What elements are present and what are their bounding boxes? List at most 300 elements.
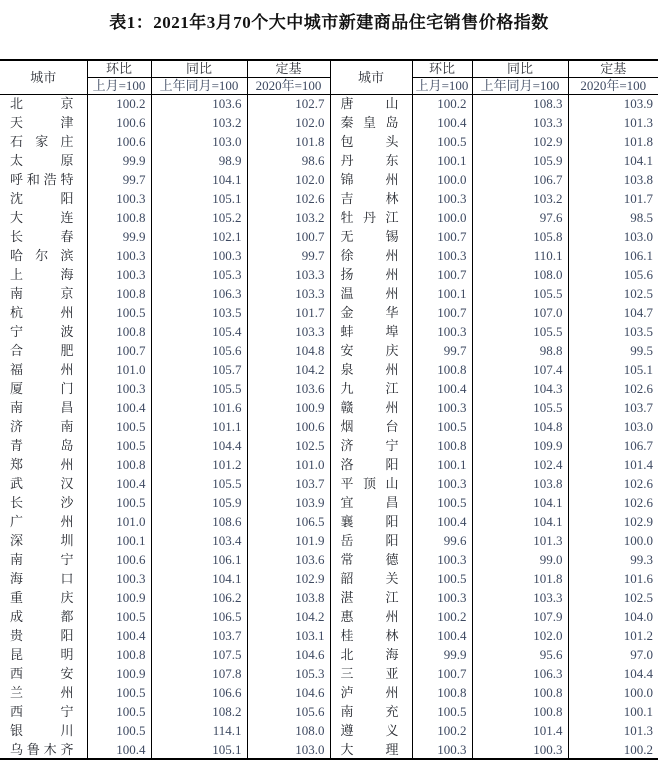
fixed-base-value: 104.4 (568, 664, 658, 683)
table-row (0, 550, 658, 569)
fixed-base-value: 102.5 (568, 284, 658, 303)
yoy-value: 108.3 (472, 94, 568, 113)
city-cell (0, 569, 87, 588)
city-name: 唐山 (340, 96, 399, 112)
city-name: 南京 (10, 286, 74, 301)
yoy-value: 101.1 (151, 417, 247, 436)
header-fixed-base-right: 2020年=100 (568, 77, 658, 94)
yoy-value: 105.2 (151, 208, 247, 227)
table-row (0, 189, 658, 208)
city-cell (330, 474, 412, 493)
yoy-value: 106.3 (151, 284, 247, 303)
mom-value: 100.4 (412, 113, 472, 132)
yoy-value: 100.3 (472, 740, 568, 759)
mom-value: 100.4 (412, 379, 472, 398)
yoy-value: 107.0 (472, 303, 568, 322)
yoy-value: 107.9 (472, 607, 568, 626)
yoy-value: 103.0 (151, 132, 247, 151)
table-row (0, 322, 658, 341)
yoy-value: 104.3 (472, 379, 568, 398)
yoy-value: 105.1 (151, 740, 247, 759)
fixed-base-value: 102.6 (568, 379, 658, 398)
city-name: 岳阳 (340, 533, 399, 548)
mom-value: 100.3 (412, 322, 472, 341)
city-name: 南充 (340, 704, 399, 719)
city-cell (0, 626, 87, 645)
mom-value: 100.3 (87, 189, 151, 208)
city-cell (330, 341, 412, 360)
yoy-value: 103.2 (472, 189, 568, 208)
fixed-base-value: 102.9 (247, 569, 330, 588)
mom-value: 100.4 (412, 626, 472, 645)
city-cell (330, 189, 412, 208)
table-row (0, 417, 658, 436)
city-name: 深圳 (10, 533, 74, 548)
yoy-value: 102.0 (472, 626, 568, 645)
yoy-value: 106.5 (151, 607, 247, 626)
fixed-base-value: 103.6 (247, 550, 330, 569)
city-cell (0, 645, 87, 664)
table-row (0, 455, 658, 474)
yoy-value: 103.7 (151, 626, 247, 645)
fixed-base-value: 104.8 (247, 341, 330, 360)
city-cell (330, 588, 412, 607)
fixed-base-value: 103.0 (568, 417, 658, 436)
city-name: 长春 (10, 229, 74, 244)
city-name: 厦门 (10, 381, 74, 396)
header-fixed-left: 定基 (247, 60, 330, 77)
city-cell (330, 607, 412, 626)
city-cell (0, 550, 87, 569)
yoy-value: 104.1 (472, 512, 568, 531)
page-title: 表1：2021年3月70个大中城市新建商品住宅销售价格指数 (109, 13, 549, 32)
table-row (0, 284, 658, 303)
table-body (0, 94, 658, 759)
yoy-value: 103.5 (151, 303, 247, 322)
city-cell (330, 664, 412, 683)
mom-value: 100.5 (87, 702, 151, 721)
city-name: 南昌 (10, 400, 74, 415)
city-name: 重庆 (10, 590, 74, 605)
yoy-value: 101.2 (151, 455, 247, 474)
yoy-value: 98.9 (151, 151, 247, 170)
city-cell (0, 322, 87, 341)
city-cell (0, 379, 87, 398)
fixed-base-value: 104.6 (247, 645, 330, 664)
mom-value: 99.7 (87, 170, 151, 189)
city-name: 丹东 (340, 153, 399, 168)
city-name: 石家庄 (10, 134, 74, 149)
city-name: 无锡 (340, 229, 399, 244)
city-name: 青岛 (10, 438, 74, 453)
fixed-base-value: 103.5 (568, 322, 658, 341)
mom-value: 100.8 (87, 284, 151, 303)
city-cell (330, 379, 412, 398)
table-row (0, 721, 658, 740)
header-yoy-right: 同比 (472, 60, 568, 77)
mom-value: 100.5 (412, 493, 472, 512)
city-name: 安庆 (340, 343, 399, 358)
fixed-base-value: 104.7 (568, 303, 658, 322)
fixed-base-value: 102.5 (247, 436, 330, 455)
yoy-value: 105.5 (472, 284, 568, 303)
yoy-value: 104.1 (472, 493, 568, 512)
yoy-value: 102.9 (472, 132, 568, 151)
yoy-value: 105.5 (472, 322, 568, 341)
mom-value: 100.5 (412, 569, 472, 588)
city-cell (0, 151, 87, 170)
city-name: 桂林 (340, 628, 399, 643)
city-name: 泉州 (340, 362, 399, 377)
city-cell (330, 721, 412, 740)
mom-value: 100.9 (87, 664, 151, 683)
city-cell (330, 531, 412, 550)
fixed-base-value: 101.3 (568, 721, 658, 740)
city-name: 大理 (340, 741, 399, 757)
price-index-table (0, 59, 658, 760)
city-name: 北海 (340, 647, 399, 662)
city-name: 长沙 (10, 495, 74, 510)
fixed-base-value: 101.0 (247, 455, 330, 474)
city-cell (330, 322, 412, 341)
table-row (0, 474, 658, 493)
city-name: 上海 (10, 267, 74, 282)
fixed-base-value: 100.0 (568, 683, 658, 702)
city-cell (330, 626, 412, 645)
mom-value: 100.3 (412, 550, 472, 569)
fixed-base-value: 101.9 (247, 531, 330, 550)
city-cell (0, 664, 87, 683)
yoy-value: 109.9 (472, 436, 568, 455)
city-cell (0, 341, 87, 360)
fixed-base-value: 100.0 (568, 531, 658, 550)
city-name: 宁波 (10, 324, 74, 339)
mom-value: 100.8 (87, 208, 151, 227)
city-name: 合肥 (10, 343, 74, 358)
city-name: 烟台 (340, 419, 399, 434)
city-cell (330, 740, 412, 759)
yoy-value: 101.6 (151, 398, 247, 417)
mom-value: 99.9 (87, 227, 151, 246)
fixed-base-value: 102.9 (568, 512, 658, 531)
city-cell (0, 607, 87, 626)
fixed-base-value: 104.1 (568, 151, 658, 170)
mom-value: 100.2 (412, 94, 472, 113)
yoy-value: 103.3 (472, 588, 568, 607)
city-cell (0, 265, 87, 284)
fixed-base-value: 103.3 (247, 265, 330, 284)
yoy-value: 103.6 (151, 94, 247, 113)
fixed-base-value: 106.7 (568, 436, 658, 455)
mom-value: 100.4 (87, 474, 151, 493)
mom-value: 100.3 (412, 246, 472, 265)
city-name: 武汉 (10, 476, 74, 491)
mom-value: 100.8 (412, 360, 472, 379)
fixed-base-value: 103.6 (247, 379, 330, 398)
yoy-value: 104.1 (151, 170, 247, 189)
yoy-value: 102.1 (151, 227, 247, 246)
table-row (0, 588, 658, 607)
city-cell (330, 94, 412, 113)
fixed-base-value: 105.6 (568, 265, 658, 284)
yoy-value: 101.4 (472, 721, 568, 740)
mom-value: 100.8 (87, 645, 151, 664)
city-cell (0, 303, 87, 322)
header-city-left: 城市 (0, 60, 87, 94)
yoy-value: 105.9 (472, 151, 568, 170)
city-cell (0, 512, 87, 531)
fixed-base-value: 106.5 (247, 512, 330, 531)
mom-value: 100.0 (412, 170, 472, 189)
city-cell (330, 227, 412, 246)
city-cell (0, 208, 87, 227)
city-name: 扬州 (340, 267, 399, 282)
mom-value: 100.3 (87, 379, 151, 398)
city-cell (0, 702, 87, 721)
city-cell (0, 284, 87, 303)
city-cell (0, 227, 87, 246)
city-cell (330, 493, 412, 512)
mom-value: 100.7 (412, 303, 472, 322)
yoy-value: 102.4 (472, 455, 568, 474)
mom-value: 100.5 (412, 132, 472, 151)
fixed-base-value: 106.1 (568, 246, 658, 265)
fixed-base-value: 102.0 (247, 113, 330, 132)
mom-value: 100.7 (87, 341, 151, 360)
fixed-base-value: 99.7 (247, 246, 330, 265)
mom-value: 100.6 (87, 550, 151, 569)
yoy-value: 107.4 (472, 360, 568, 379)
city-name: 惠州 (340, 609, 399, 624)
table-row (0, 436, 658, 455)
fixed-base-value: 100.9 (247, 398, 330, 417)
yoy-value: 105.1 (151, 189, 247, 208)
fixed-base-value: 101.8 (568, 132, 658, 151)
table-row (0, 702, 658, 721)
fixed-base-value: 99.5 (568, 341, 658, 360)
table-row (0, 113, 658, 132)
mom-value: 100.3 (87, 265, 151, 284)
yoy-value: 105.4 (151, 322, 247, 341)
city-name: 赣州 (340, 400, 399, 415)
yoy-value: 106.1 (151, 550, 247, 569)
yoy-value: 95.6 (472, 645, 568, 664)
header-yoy-left: 同比 (151, 60, 247, 77)
mom-value: 100.1 (87, 531, 151, 550)
mom-value: 99.9 (412, 645, 472, 664)
city-cell (0, 113, 87, 132)
city-name: 济宁 (340, 438, 399, 453)
yoy-value: 99.0 (472, 550, 568, 569)
mom-value: 100.3 (412, 398, 472, 417)
yoy-value: 106.6 (151, 683, 247, 702)
city-name: 乌鲁木齐 (10, 741, 74, 757)
mom-value: 100.2 (87, 94, 151, 113)
fixed-base-value: 99.3 (568, 550, 658, 569)
city-cell (0, 721, 87, 740)
table-row (0, 94, 658, 113)
fixed-base-value: 104.0 (568, 607, 658, 626)
city-cell (0, 436, 87, 455)
city-name: 西宁 (10, 704, 74, 719)
fixed-base-value: 101.8 (247, 132, 330, 151)
yoy-value: 101.3 (472, 531, 568, 550)
yoy-value: 100.8 (472, 683, 568, 702)
city-cell (330, 284, 412, 303)
mom-value: 99.9 (87, 151, 151, 170)
mom-value: 100.8 (412, 683, 472, 702)
city-cell (330, 569, 412, 588)
fixed-base-value: 103.8 (247, 588, 330, 607)
city-name: 包头 (340, 134, 399, 149)
fixed-base-value: 98.6 (247, 151, 330, 170)
fixed-base-value: 104.2 (247, 360, 330, 379)
yoy-value: 97.6 (472, 208, 568, 227)
mom-value: 100.4 (412, 512, 472, 531)
city-cell (0, 474, 87, 493)
mom-value: 100.3 (412, 740, 472, 759)
city-name: 秦皇岛 (340, 115, 399, 130)
yoy-value: 105.5 (472, 398, 568, 417)
mom-value: 100.8 (87, 455, 151, 474)
city-cell (0, 531, 87, 550)
fixed-base-value: 103.3 (247, 322, 330, 341)
city-cell (330, 702, 412, 721)
header-mom-base-left: 上月=100 (87, 77, 151, 94)
mom-value: 100.6 (87, 113, 151, 132)
city-name: 泸州 (340, 685, 399, 700)
city-cell (0, 683, 87, 702)
city-cell (330, 170, 412, 189)
fixed-base-value: 105.1 (568, 360, 658, 379)
city-cell (330, 208, 412, 227)
yoy-value: 108.0 (472, 265, 568, 284)
header-yoy-base-left: 上年同月=100 (151, 77, 247, 94)
city-cell (330, 550, 412, 569)
city-name: 沈阳 (10, 191, 74, 206)
yoy-value: 98.8 (472, 341, 568, 360)
table-row (0, 379, 658, 398)
table-row (0, 303, 658, 322)
city-name: 成都 (10, 609, 74, 624)
page (0, 8, 658, 760)
fixed-base-value: 101.4 (568, 455, 658, 474)
mom-value: 100.3 (412, 189, 472, 208)
header-mom-base-right: 上月=100 (412, 77, 472, 94)
city-name: 遵义 (340, 723, 399, 738)
table-header (0, 60, 658, 94)
fixed-base-value: 104.6 (247, 683, 330, 702)
yoy-value: 106.2 (151, 588, 247, 607)
fixed-base-value: 101.2 (568, 626, 658, 645)
city-cell (0, 246, 87, 265)
city-name: 贵阳 (10, 628, 74, 643)
city-name: 哈尔滨 (10, 248, 74, 263)
mom-value: 100.5 (412, 702, 472, 721)
city-cell (0, 189, 87, 208)
city-name: 济南 (10, 419, 74, 434)
table-row (0, 208, 658, 227)
fixed-base-value: 101.7 (247, 303, 330, 322)
city-name: 呼和浩特 (10, 172, 74, 187)
city-name: 锦州 (340, 172, 399, 187)
city-cell (330, 360, 412, 379)
fixed-base-value: 100.7 (247, 227, 330, 246)
city-name: 太原 (10, 153, 74, 168)
mom-value: 100.2 (412, 721, 472, 740)
fixed-base-value: 102.6 (568, 474, 658, 493)
city-cell (0, 170, 87, 189)
city-name: 大连 (10, 210, 74, 225)
mom-value: 100.3 (412, 474, 472, 493)
city-name: 兰州 (10, 685, 74, 700)
city-name: 昆明 (10, 647, 74, 662)
table-row (0, 398, 658, 417)
mom-value: 100.4 (87, 740, 151, 759)
header-row-bases (0, 77, 658, 94)
city-cell (330, 645, 412, 664)
fixed-base-value: 101.3 (568, 113, 658, 132)
fixed-base-value: 105.6 (247, 702, 330, 721)
city-name: 三亚 (340, 666, 399, 681)
fixed-base-value: 101.7 (568, 189, 658, 208)
yoy-value: 110.1 (472, 246, 568, 265)
header-yoy-base-right: 上年同月=100 (472, 77, 568, 94)
city-cell (330, 151, 412, 170)
table-row (0, 569, 658, 588)
city-cell (330, 683, 412, 702)
yoy-value: 105.8 (472, 227, 568, 246)
yoy-value: 107.8 (151, 664, 247, 683)
header-mom-right: 环比 (412, 60, 472, 77)
city-cell (0, 132, 87, 151)
city-cell (0, 455, 87, 474)
mom-value: 99.6 (412, 531, 472, 550)
city-name: 九江 (340, 381, 399, 396)
fixed-base-value: 103.2 (247, 208, 330, 227)
table-row (0, 360, 658, 379)
fixed-base-value: 100.1 (568, 702, 658, 721)
table-row (0, 493, 658, 512)
yoy-value: 106.7 (472, 170, 568, 189)
fixed-base-value: 103.0 (568, 227, 658, 246)
yoy-value: 107.5 (151, 645, 247, 664)
city-name: 洛阳 (340, 457, 399, 472)
mom-value: 100.4 (87, 398, 151, 417)
header-city-right: 城市 (330, 60, 412, 94)
yoy-value: 103.3 (472, 113, 568, 132)
table-row (0, 246, 658, 265)
city-name: 宜昌 (340, 495, 399, 510)
yoy-value: 114.1 (151, 721, 247, 740)
yoy-value: 100.3 (151, 246, 247, 265)
mom-value: 100.1 (412, 455, 472, 474)
fixed-base-value: 108.0 (247, 721, 330, 740)
yoy-value: 100.8 (472, 702, 568, 721)
fixed-base-value: 103.0 (247, 740, 330, 759)
city-name: 常德 (340, 552, 399, 567)
city-cell (330, 265, 412, 284)
city-cell (0, 493, 87, 512)
city-cell (330, 113, 412, 132)
mom-value: 100.9 (87, 588, 151, 607)
yoy-value: 105.3 (151, 265, 247, 284)
mom-value: 100.8 (87, 322, 151, 341)
city-name: 湛江 (340, 590, 399, 605)
table-row (0, 664, 658, 683)
mom-value: 100.2 (412, 607, 472, 626)
city-name: 北京 (10, 96, 74, 112)
